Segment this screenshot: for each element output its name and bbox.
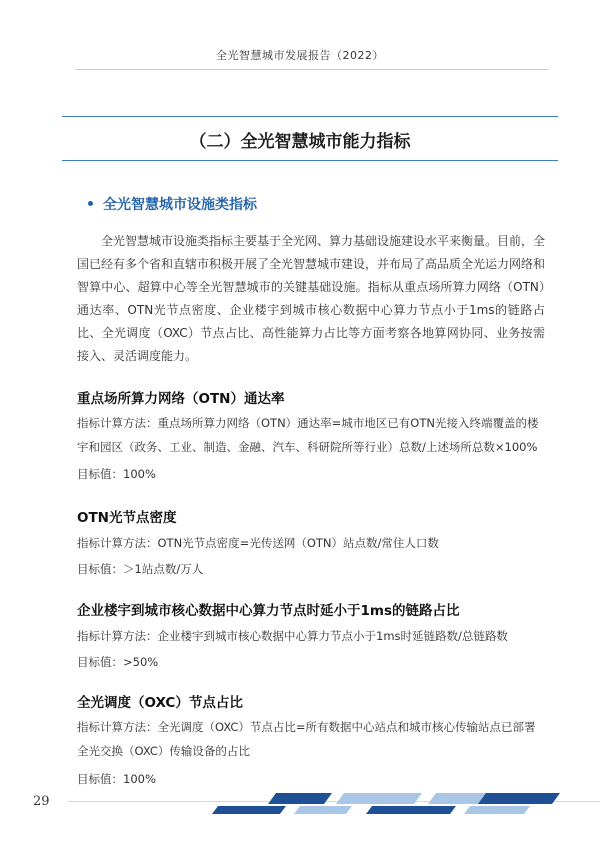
- footer-stripe-dark: [478, 793, 560, 804]
- indicator-target: 目标值：100%: [77, 772, 156, 786]
- footer-stripe-light: [464, 806, 530, 814]
- indicator-method: 指标计算方法：全光调度（OXC）节点占比=所有数据中心站点和城市核心传输站点已部署全光交换（OXC）传输设备的占比: [77, 720, 536, 758]
- footer-stripe-dark: [366, 806, 456, 814]
- footer-stripe-light: [294, 806, 352, 814]
- footer-stripe-light: [428, 793, 488, 804]
- footer-stripe-light: [336, 793, 422, 804]
- indicator-title: 重点场所算力网络（OTN）通达率: [77, 391, 285, 407]
- section-title: （二）全光智慧城市能力指标: [189, 132, 411, 152]
- indicator-method: 指标计算方法：重点场所算力网络（OTN）通达率=城市地区已有OTN光接入终端覆盖的楼宇和园区（政务、工业、制造、金融、汽车、科研院所等行业）总数/上述场所总数×100%: [77, 416, 539, 454]
- indicator-target: 目标值：＞1站点数/万人: [77, 562, 204, 576]
- indicator-method: 指标计算方法：企业楼宇到城市核心数据中心算力节点小于1ms时延链路数/总链路数: [77, 629, 508, 643]
- indicator-target: 目标值：>50%: [77, 655, 159, 669]
- intro-paragraph: 全光智慧城市设施类指标主要基于全光网、算力基础设施建设水平来衡量。目前，全国已经有多个省和直辖市积极开展了全光智慧城市建设，并布局了高品质全光运力网络和智算中心、超算中心等全光智慧城市的关键基础设施。指标从重点场所算力网络（OTN）通达率、OTN光节点密度、企业楼宇到城市核心数据中心算力节点小于1ms的链路占比、全光调度（OXC）节点占比、高性能算力占比等方面考察各地算网协同、业务按需接入、灵活调度能力。: [77, 234, 546, 363]
- indicator-target: 目标值：100%: [77, 467, 156, 481]
- indicator-title: 全光调度（OXC）节点占比: [77, 695, 243, 711]
- report-header-title: 全光智慧城市发展报告（2022）: [216, 49, 384, 62]
- footer-stripe-dark: [268, 793, 332, 804]
- indicator-title: OTN光节点密度: [77, 510, 177, 526]
- indicator-title: 企业楼宇到城市核心数据中心算力节点时延小于1ms的链路占比: [77, 603, 460, 619]
- indicator-method: 指标计算方法：OTN光节点密度=光传送网（OTN）站点数/常住人口数: [77, 536, 439, 550]
- page-number: 29: [33, 794, 50, 809]
- footer-stripe-dark: [212, 806, 286, 814]
- subsection-title: 全光智慧城市设施类指标: [103, 197, 257, 213]
